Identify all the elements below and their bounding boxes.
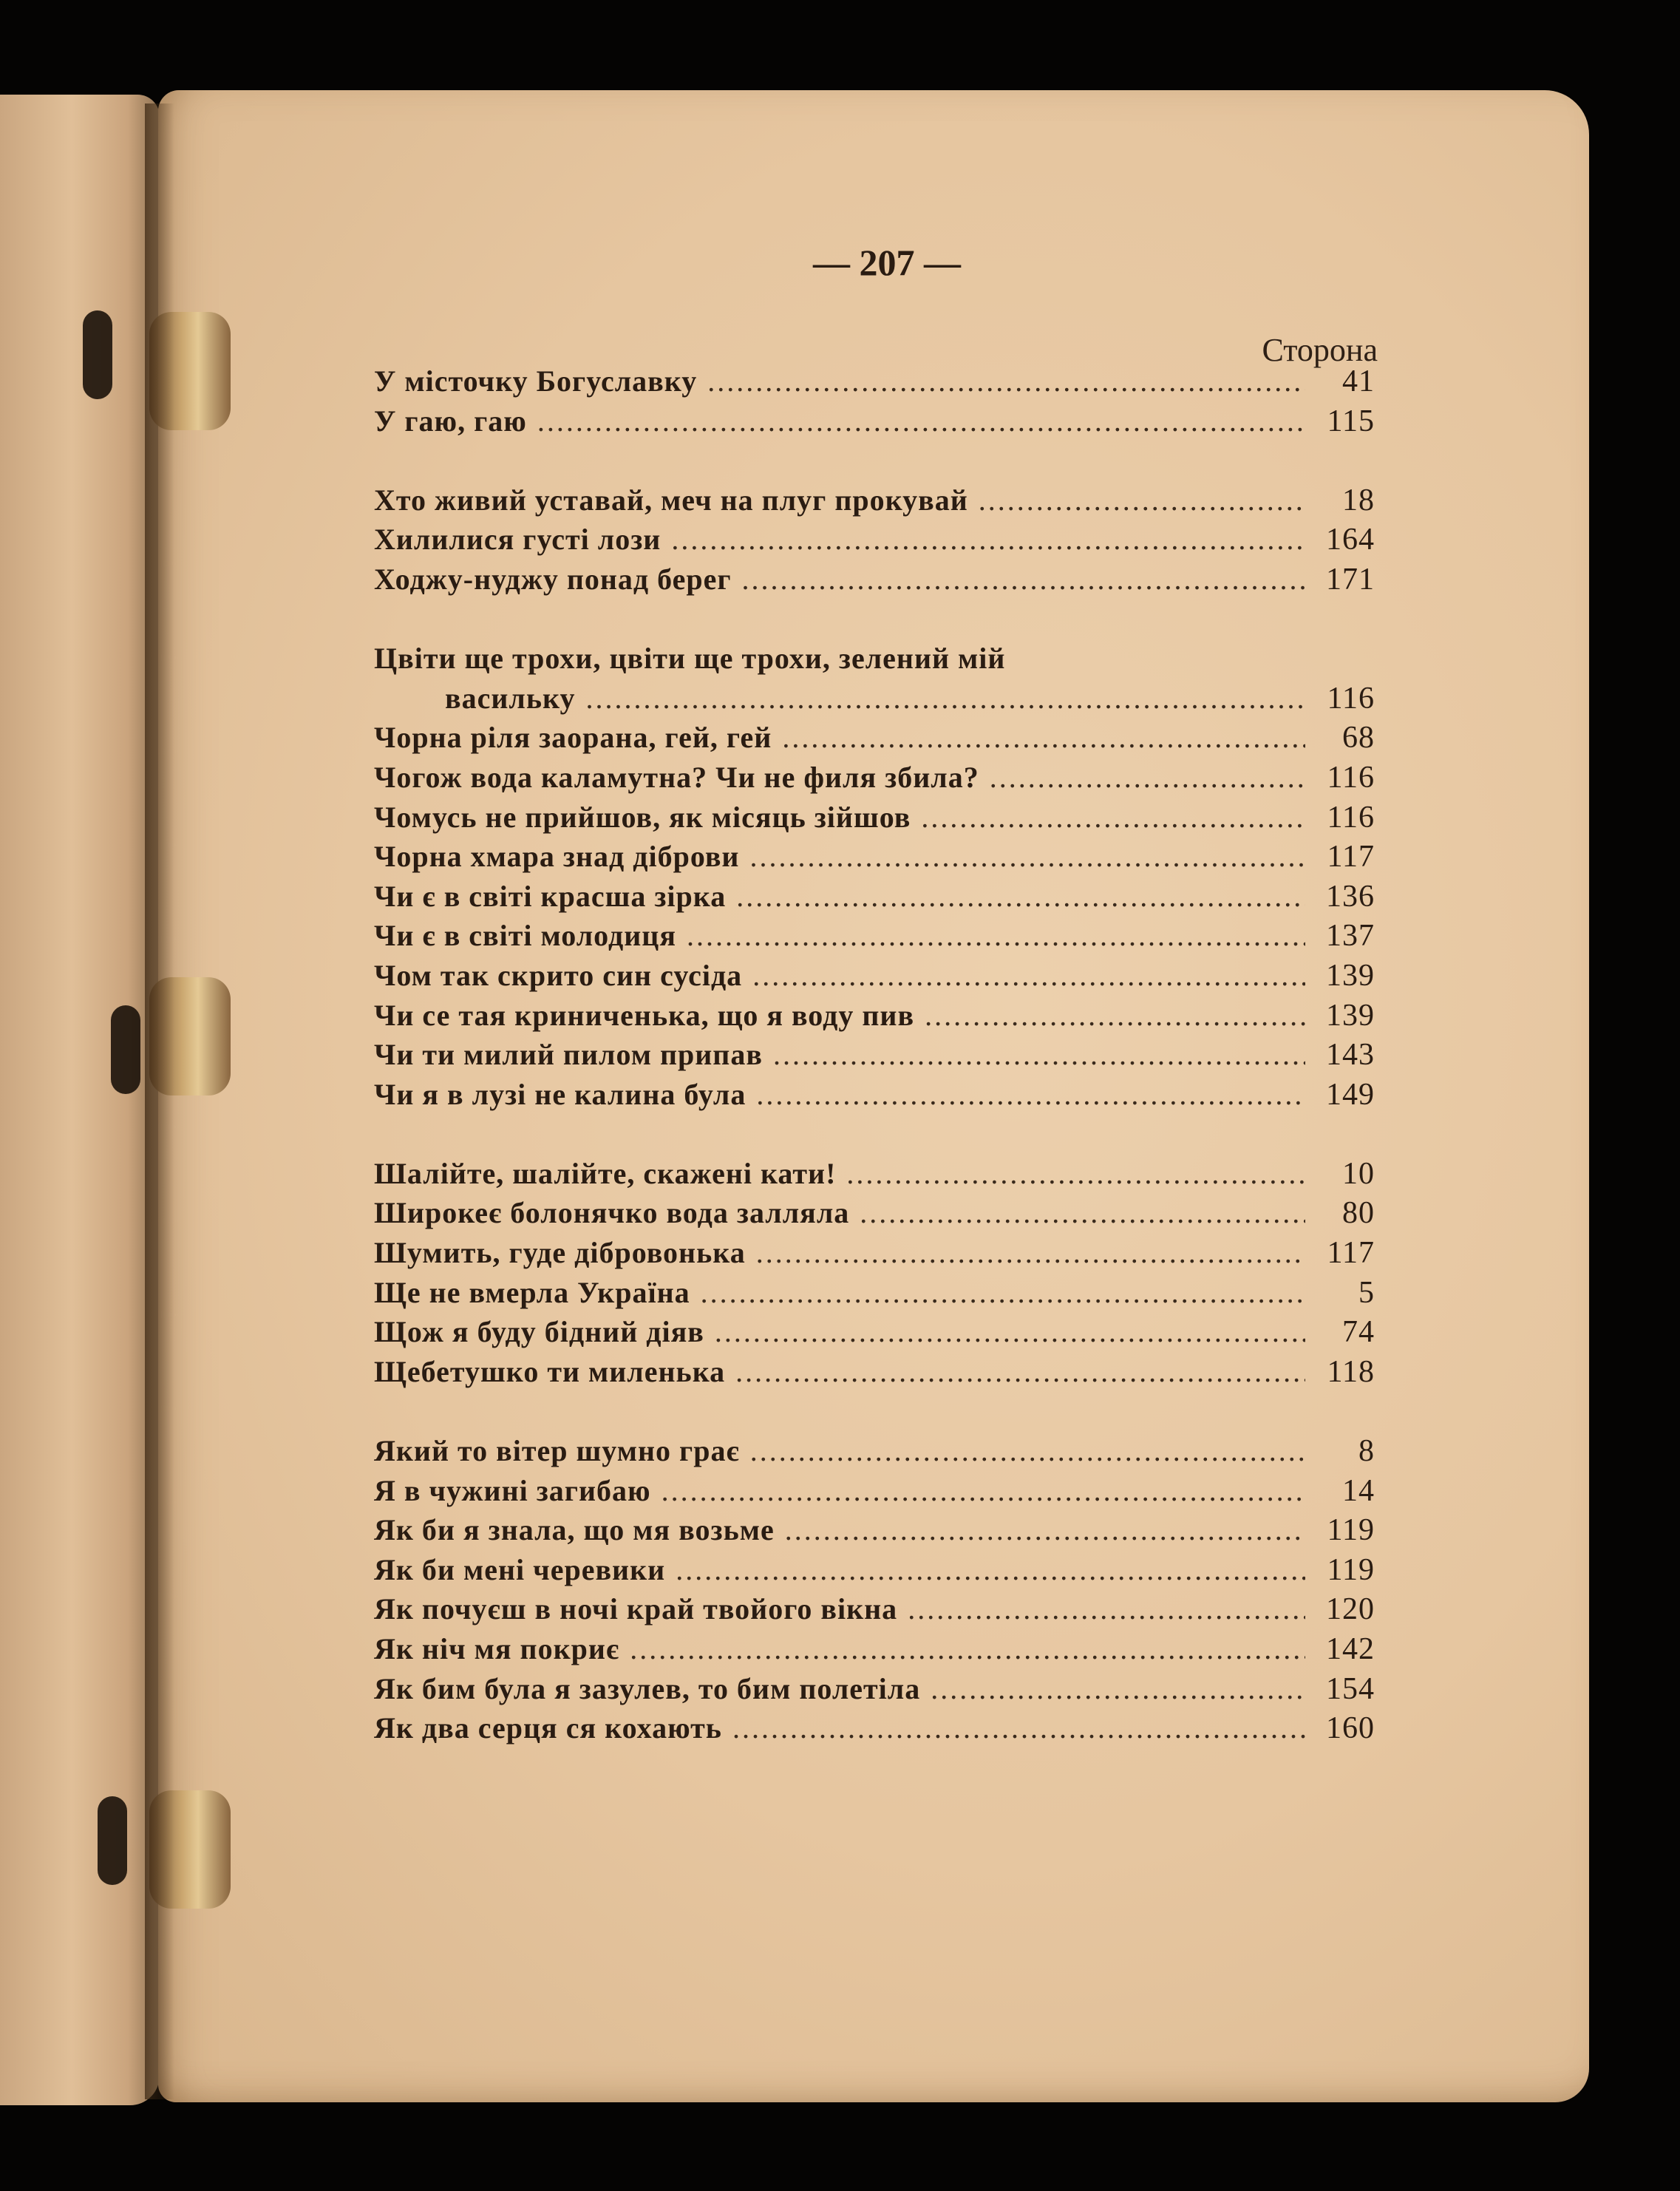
leader-dots: [715, 1314, 1305, 1349]
leader-dots: [676, 1552, 1305, 1587]
entry-page: 136: [1326, 879, 1375, 914]
page-column-label: Сторона: [1262, 332, 1378, 368]
entry-title: Як бим була я зазулев, то бим полетіла: [374, 1671, 921, 1705]
entry-page: 139: [1326, 998, 1375, 1033]
toc-entry: [374, 998, 1375, 1038]
entry-page: 74: [1342, 1315, 1375, 1350]
toc-entry: [374, 1156, 1375, 1196]
entry-page: 14: [1342, 1473, 1375, 1508]
toc-entry: [374, 1671, 1375, 1711]
leader-dots: [671, 522, 1305, 557]
leader-dots: [750, 1433, 1305, 1468]
toc-entry: [374, 1512, 1375, 1552]
toc-entry: [374, 1552, 1375, 1592]
entry-page: 118: [1327, 1354, 1375, 1389]
toc-entry: [374, 522, 1375, 562]
toc-entry: [374, 1433, 1375, 1473]
toc-entry: [374, 1631, 1375, 1671]
toc-entry: [374, 1195, 1375, 1235]
staple-hole-left-bottom: [98, 1796, 127, 1885]
entry-title: У місточку Богуславку: [374, 364, 698, 398]
toc-entry: [374, 364, 1375, 404]
toc-entry-continuation: [374, 681, 1375, 721]
leader-dots: [756, 1077, 1305, 1112]
entry-title: Чи се тая криниченька, що я воду пив: [374, 998, 915, 1032]
entry-title: Чом так скрито син сусіда: [374, 958, 743, 992]
page-number: — 207 —: [813, 242, 961, 283]
entry-page: 18: [1342, 483, 1375, 517]
staple-hole-left-middle: [111, 1005, 140, 1094]
toc-entry: [374, 1235, 1375, 1275]
entry-page: 115: [1327, 404, 1375, 438]
leader-dots: [773, 1037, 1305, 1072]
toc-entry: [374, 1037, 1375, 1077]
toc-entry: [374, 918, 1375, 958]
entry-page: 116: [1327, 681, 1375, 716]
entry-title: Щебетушко ти миленька: [374, 1354, 726, 1388]
entry-page: 119: [1327, 1513, 1375, 1548]
leader-dots: [537, 404, 1305, 438]
toc-entry: [374, 839, 1375, 879]
entry-page: 117: [1327, 1236, 1375, 1271]
leader-dots: [732, 1711, 1305, 1745]
toc-entry: [374, 879, 1375, 919]
entry-title: Як почуєш в ночі край твойого вікна: [374, 1592, 898, 1626]
toc-entry: [374, 1314, 1375, 1354]
leader-dots: [749, 839, 1305, 874]
entry-page: 171: [1326, 562, 1375, 597]
leader-dots: [979, 483, 1305, 517]
toc-entry: [374, 1711, 1375, 1750]
toc-entry: [374, 1077, 1375, 1117]
entry-title: Шумить, гуде дібровонька: [374, 1236, 746, 1270]
entry-title: Як би я знала, що мя возьме: [374, 1513, 775, 1547]
entry-title: Який то вітер шумно грає: [374, 1434, 740, 1468]
leader-dots: [736, 879, 1305, 914]
toc-entry: [374, 404, 1375, 444]
toc-entry: [374, 800, 1375, 840]
leader-dots: [908, 1592, 1305, 1626]
entry-title: Хилилися густі лози: [374, 523, 662, 557]
toc-entry: [374, 1275, 1375, 1315]
leader-dots: [662, 1473, 1305, 1508]
entry-title: Чогож вода каламутна? Чи не филя збила?: [374, 760, 979, 794]
entry-page: 68: [1342, 721, 1375, 755]
entry-title: Чи я в лузі не калина була: [374, 1077, 747, 1111]
entry-page: 10: [1342, 1156, 1375, 1191]
toc-entry: [374, 483, 1375, 523]
entry-title-continuation: васильку: [445, 681, 576, 715]
toc-entry: [374, 760, 1375, 800]
entry-title: Чомусь не прийшов, як місяць зійшов: [374, 800, 911, 834]
toc-entry: [374, 1354, 1375, 1394]
entry-title: Чорна хмара знад діброви: [374, 840, 740, 874]
entry-page: 160: [1326, 1711, 1375, 1746]
entry-page: 142: [1326, 1632, 1375, 1666]
entry-title: Шалійте, шалійте, скажені кати!: [374, 1156, 837, 1190]
entry-title: Чи ти милий пилом припав: [374, 1038, 763, 1072]
entry-page: 137: [1326, 919, 1375, 954]
leader-dots: [735, 1354, 1305, 1389]
entry-title: Як би мені черевики: [374, 1552, 666, 1586]
entry-title: Як два серця ся кохають: [374, 1711, 722, 1745]
entry-title: Хто живий уставай, меч на плуг прокувай: [374, 483, 968, 517]
leader-dots: [990, 760, 1305, 795]
leader-dots: [756, 1235, 1305, 1270]
entry-page: 80: [1342, 1196, 1375, 1231]
entry-page: 120: [1326, 1592, 1375, 1627]
toc-entry: [374, 720, 1375, 760]
toc-entry: [374, 958, 1375, 998]
entry-title: У гаю, гаю: [374, 404, 527, 438]
entry-title: Чорна ріля заорана, гей, гей: [374, 721, 772, 755]
entry-page: 139: [1326, 958, 1375, 993]
entry-page: 116: [1327, 760, 1375, 795]
entry-title: Чи є в світі красша зірка: [374, 879, 727, 913]
gutter-shadow: [145, 103, 174, 2099]
entry-title: Ходжу-нуджу понад берег: [374, 562, 732, 596]
toc-entry-first-line: [374, 641, 1375, 681]
leader-dots: [931, 1671, 1305, 1706]
entry-title: Чи є в світі молодиця: [374, 919, 676, 953]
entry-page: 116: [1327, 800, 1375, 835]
entry-page: 41: [1342, 364, 1375, 398]
leader-dots: [585, 681, 1305, 716]
toc-entry: [374, 562, 1375, 602]
entry-title: Я в чужині загибаю: [374, 1473, 651, 1507]
entry-title: Цвіти ще трохи, цвіти ще трохи, зелений мій: [374, 642, 1006, 676]
leader-dots: [860, 1195, 1305, 1230]
entry-title: Ще не вмерла Україна: [374, 1275, 690, 1309]
entry-page: 143: [1326, 1038, 1375, 1073]
entry-page: 164: [1326, 523, 1375, 557]
table-of-contents: [374, 364, 1375, 1750]
toc-entry: [374, 1592, 1375, 1631]
entry-page: 149: [1326, 1077, 1375, 1112]
leader-dots: [846, 1156, 1305, 1191]
entry-page: 8: [1358, 1434, 1375, 1469]
leader-dots: [701, 1275, 1305, 1310]
leader-dots: [921, 800, 1305, 835]
entry-title: Щож я буду бідний діяв: [374, 1315, 704, 1349]
entry-page: 5: [1358, 1275, 1375, 1310]
left-page-edge: [0, 95, 160, 2105]
toc-entry: [374, 1473, 1375, 1513]
entry-page: 119: [1327, 1552, 1375, 1587]
entry-page: 117: [1327, 840, 1375, 874]
staple-hole-left-top: [83, 310, 112, 399]
leader-dots: [785, 1512, 1305, 1547]
leader-dots: [687, 918, 1305, 953]
leader-dots: [782, 720, 1305, 755]
entry-title: Як ніч мя покриє: [374, 1632, 620, 1665]
leader-dots: [742, 562, 1305, 597]
leader-dots: [925, 998, 1305, 1033]
leader-dots: [707, 364, 1305, 398]
leader-dots: [630, 1631, 1305, 1666]
entry-title: Широкеє болонячко вода залляла: [374, 1196, 850, 1230]
entry-page: 154: [1326, 1671, 1375, 1706]
leader-dots: [752, 958, 1305, 993]
